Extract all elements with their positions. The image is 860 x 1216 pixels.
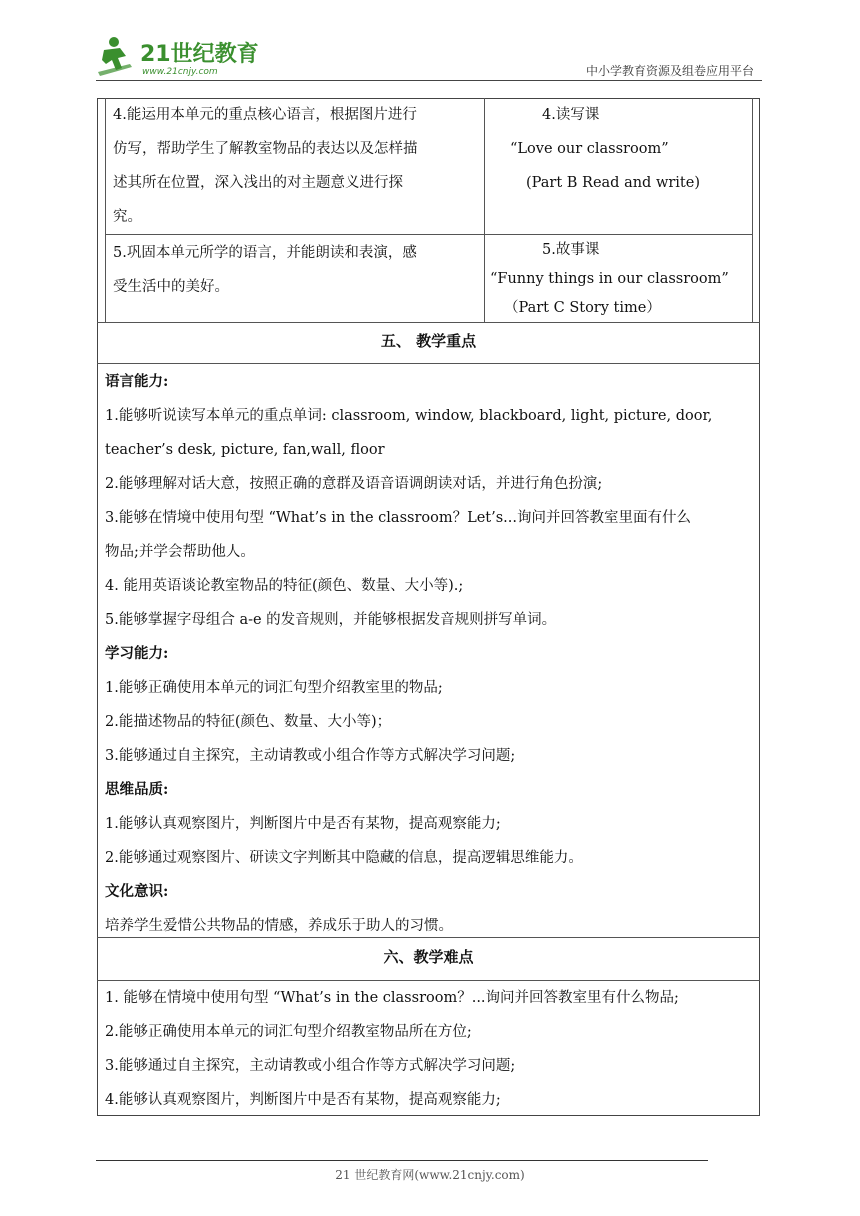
inner-right-border bbox=[752, 98, 753, 322]
body-line: 4.能够认真观察图片，判断图片中是否有某物，提高观察能力; bbox=[105, 1092, 501, 1108]
objective-cell-5: 5.巩固本单元所学的语言，并能朗读和表演，感 受生活中的美好。 bbox=[113, 245, 417, 295]
body-line: 3.能够通过自主探究，主动请教或小组合作等方式解决学习问题; bbox=[105, 748, 516, 764]
inner-left-border bbox=[105, 98, 106, 322]
lesson-type-cell-5: 5.故事课 “Funny things in our classroom” （Part C Story time） bbox=[490, 242, 729, 316]
subheading: 文化意识: bbox=[105, 883, 169, 900]
header-platform-text: 中小学教育资源及组卷应用平台 bbox=[585, 64, 754, 78]
body-line: 物品;并学会帮助他人。 bbox=[105, 544, 255, 560]
page-header bbox=[96, 34, 758, 80]
subheading: 语言能力: bbox=[105, 373, 169, 390]
header-divider bbox=[96, 80, 762, 81]
body-line: 1.能够听说读写本单元的重点单词: classroom, window, blackboard, light, picture, door, bbox=[105, 408, 713, 424]
subheading: 思维品质: bbox=[105, 781, 169, 798]
footer-text: 21 世纪教育网(www.21cnjy.com) bbox=[335, 1168, 525, 1182]
subheading: 学习能力: bbox=[105, 645, 169, 662]
body-line: teacher’s desk, picture, fan,wall, floor bbox=[105, 442, 385, 458]
body-line: 1.能够正确使用本单元的词汇句型介绍教室里的物品; bbox=[105, 680, 443, 696]
lesson-type-cell-4: 4.读写课 “Love our classroom” (Part B Read and write) bbox=[510, 107, 700, 191]
svg-text:21世纪教育: 21世纪教育 bbox=[140, 42, 259, 67]
objective-cell-4: 4.能运用本单元的重点核心语言，根据图片进行 仿写，帮助学生了解教室物品的表达以及怎样描 述其所在位置，深入浅出的对主题意义进行探 究。 bbox=[113, 107, 418, 225]
body-line: 4. 能用英语谈论教室物品的特征(颜色、数量、大小等).; bbox=[105, 578, 464, 594]
section5-top-border bbox=[97, 322, 760, 323]
body-line: 1. 能够在情境中使用句型 “What’s in the classroom？...询问并回答教室里有什么物品; bbox=[105, 990, 679, 1006]
body-line: 2.能描述物品的特征(颜色、数量、大小等)； bbox=[105, 714, 392, 730]
logo-21cnjy bbox=[96, 34, 266, 78]
section6-title: 六、教学难点 bbox=[383, 948, 474, 966]
body-line: 3.能够在情境中使用句型 “What’s in the classroom？Let’s...询问并回答教室里面有什么 bbox=[105, 510, 692, 526]
section5-body bbox=[105, 365, 755, 943]
svg-text:www.21cnjy.com: www.21cnjy.com bbox=[142, 67, 218, 77]
section6-top-border bbox=[97, 937, 760, 938]
body-line: 培养学生爱惜公共物品的情感，养成乐于助人的习惯。 bbox=[105, 918, 453, 934]
section5-title: 五、 教学重点 bbox=[380, 332, 477, 350]
body-line: 2.能够正确使用本单元的词汇句型介绍教室物品所在方位; bbox=[105, 1024, 472, 1040]
section5-header-divider bbox=[97, 363, 760, 364]
footer-divider bbox=[96, 1160, 708, 1161]
body-line: 1.能够认真观察图片，判断图片中是否有某物，提高观察能力; bbox=[105, 816, 501, 832]
body-line: 5.能够掌握字母组合 a-e 的发音规则，并能够根据发音规则拼写单词。 bbox=[105, 612, 557, 628]
body-line: 2.能够通过观察图片、研读文字判断其中隐藏的信息，提高逻辑思维能力。 bbox=[105, 850, 583, 866]
body-line: 3.能够通过自主探究，主动请教或小组合作等方式解决学习问题; bbox=[105, 1058, 516, 1074]
inner-row-divider bbox=[105, 234, 752, 235]
body-line: 2.能够理解对话大意，按照正确的意群及语音语调朗读对话，并进行角色扮演; bbox=[105, 476, 603, 492]
section6-body bbox=[105, 981, 755, 1117]
